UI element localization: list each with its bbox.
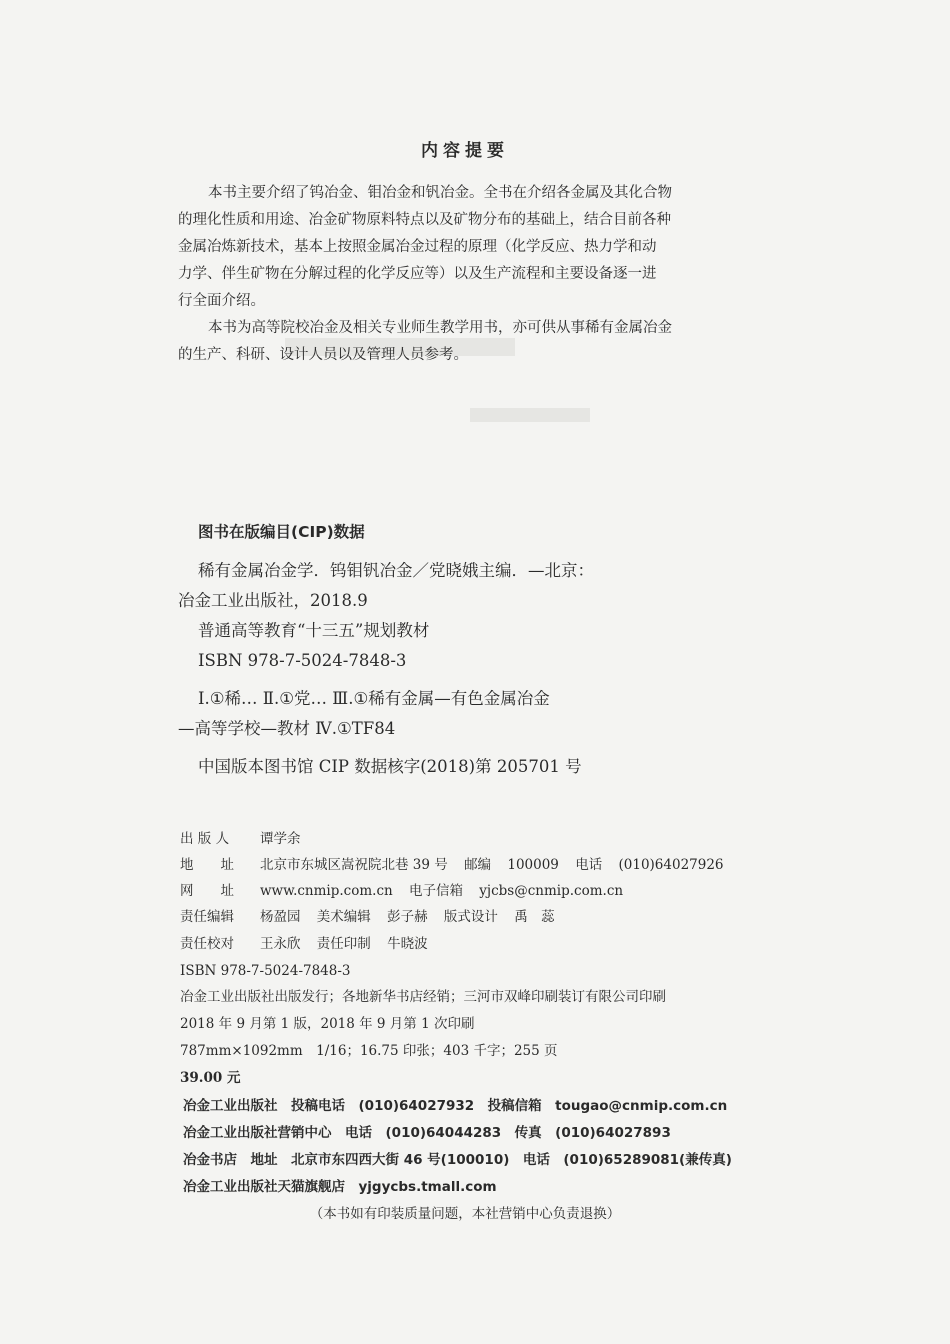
cip-heading: 图书在版编目(CIP)数据 [198, 523, 365, 541]
bleed-through-mark [470, 408, 590, 422]
editor-value: 杨盈园 [260, 909, 301, 925]
price-line: 39.00 元 [180, 1070, 241, 1086]
cip-line: 冶金工业出版社，2018.9 [178, 591, 368, 610]
email-value: yjcbs@cnmip.com.cn [479, 883, 624, 899]
summary-p1-line: 金属冶炼新技术，基本上按照金属冶金过程的原理（化学反应、热力学和动 [178, 239, 657, 255]
publisher-row [180, 826, 301, 852]
isbn-line: ISBN 978-7-5024-7848-3 [180, 963, 351, 979]
art-editor-label: 美术编辑 [316, 909, 371, 925]
phone-label: 电话 [575, 857, 603, 873]
website-value: www.cnmip.com.cn [260, 883, 393, 899]
address-label: 地 址 [180, 857, 234, 873]
contact-line: 冶金工业出版社天猫旗舰店 yjgycbs.tmall.com [183, 1179, 497, 1195]
address-value: 北京市东城区嵩祝院北巷 39 号 [260, 857, 448, 873]
summary-p1-line: 力学、伴生矿物在分解过程的化学反应等）以及生产流程和主要设备逐一进 [178, 266, 657, 282]
edition-line: 2018 年 9 月第 1 版，2018 年 9 月第 1 次印刷 [180, 1016, 475, 1032]
specs-line: 787mm×1092mm 1/16；16.75 印张；403 千字；255 页 [180, 1043, 558, 1059]
address-row [180, 852, 724, 878]
cip-line: 稀有金属冶金学．钨钼钒冶金／党晓娥主编．—北京： [198, 561, 594, 580]
summary-title: 内容提要 [421, 141, 509, 161]
layout-value: 禹 蕊 [514, 909, 555, 925]
publisher-label: 出 版 人 [180, 831, 230, 847]
email-label: 电子信箱 [409, 883, 463, 899]
distribution-line: 冶金工业出版社出版发行；各地新华书店经销；三河市双峰印刷装订有限公司印刷 [180, 989, 666, 1005]
postcode-value: 100009 [507, 857, 559, 873]
cip-line: Ⅰ.①稀… Ⅱ.①党… Ⅲ.①稀有金属—有色金属冶金 [198, 689, 550, 708]
summary-p1-line: 本书主要介绍了钨冶金、钼冶金和钒冶金。全书在介绍各金属及其化合物 [208, 185, 672, 201]
website-row [180, 878, 623, 904]
publisher-value: 谭学余 [260, 831, 301, 847]
postcode-label: 邮编 [464, 857, 492, 873]
editor-label: 责任编辑 [180, 909, 234, 925]
art-editor-value: 彭子赫 [387, 909, 428, 925]
proof-row [180, 931, 428, 957]
layout-label: 版式设计 [443, 909, 498, 925]
cip-line: ISBN 978-7-5024-7848-3 [198, 651, 407, 670]
summary-p2-line: 本书为高等院校冶金及相关专业师生教学用书，亦可供从事稀有金属冶金 [208, 320, 672, 336]
contact-line: 冶金工业出版社 投稿电话 (010)64027932 投稿信箱 tougao@cnmip.com.cn [183, 1098, 728, 1114]
contact-line: 冶金书店 地址 北京市东四西大街 46 号(100010) 电话 (010)65289081(兼传真) [183, 1152, 732, 1168]
cip-line: 中国版本图书馆 CIP 数据核字(2018)第 205701 号 [198, 757, 582, 776]
summary-body [178, 180, 760, 369]
summary-p2-line: 的生产、科研、设计人员以及管理人员参考。 [178, 347, 468, 363]
print-label: 责任印制 [316, 936, 371, 952]
contact-line: 冶金工业出版社营销中心 电话 (010)64044283 传真 (010)64027893 [183, 1125, 671, 1141]
print-value: 牛晓波 [387, 936, 428, 952]
summary-p1-line: 行全面介绍。 [178, 293, 265, 309]
phone-value: (010)64027926 [618, 857, 724, 873]
website-label: 网 址 [180, 883, 234, 899]
cip-line: —高等学校—教材 Ⅳ.①TF84 [178, 719, 396, 738]
proof-value: 王永欣 [260, 936, 301, 952]
cip-line: 普通高等教育“十三五”规划教材 [198, 621, 430, 640]
proof-label: 责任校对 [180, 936, 234, 952]
editors-row [180, 904, 555, 930]
return-policy-note: （本书如有印装质量问题，本社营销中心负责退换） [309, 1206, 621, 1222]
summary-p1-line: 的理化性质和用途、冶金矿物原料特点以及矿物分布的基础上，结合目前各种 [178, 212, 671, 228]
